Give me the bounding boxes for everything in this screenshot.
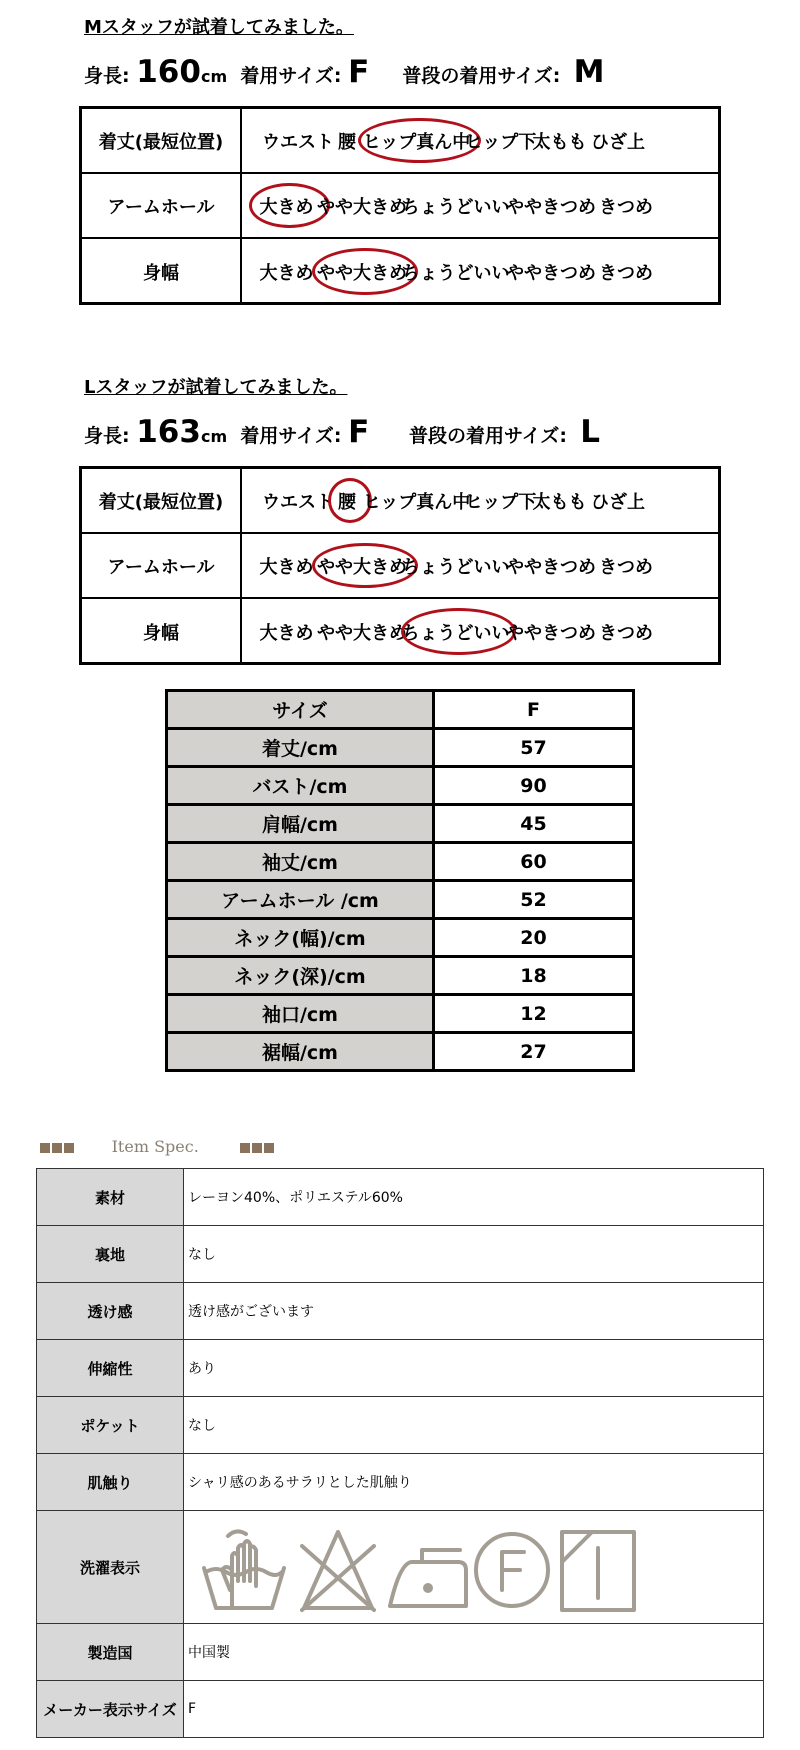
fit-option: ややきつめ bbox=[506, 622, 596, 644]
height-label: 身長: bbox=[84, 425, 130, 447]
fit-row-label: 着丈(最短位置) bbox=[82, 109, 242, 172]
fit-options bbox=[242, 469, 718, 532]
fit-options bbox=[242, 109, 718, 172]
size-table-row bbox=[167, 843, 634, 881]
fit-option: ひざ上 bbox=[591, 491, 645, 513]
no-bleach-icon bbox=[302, 1532, 374, 1610]
size-label: 裾幅/cm bbox=[167, 1033, 434, 1071]
size-label: 着用サイズ: bbox=[240, 65, 342, 87]
size-value: 90 bbox=[434, 767, 634, 805]
spec-row bbox=[37, 1511, 764, 1624]
spec-label: 素材 bbox=[37, 1169, 184, 1226]
height-unit: cm bbox=[200, 67, 228, 86]
size-value: 27 bbox=[434, 1033, 634, 1071]
usual-size-label: 普段の着用サイズ: bbox=[402, 65, 561, 87]
fit-option: ややきつめ bbox=[506, 262, 596, 284]
height-value: 160 bbox=[136, 54, 201, 90]
spec-label: 透け感 bbox=[37, 1283, 184, 1340]
fit-row-label: アームホール bbox=[82, 174, 242, 237]
square-icon bbox=[252, 1143, 262, 1153]
fit-option: きつめ bbox=[599, 196, 653, 218]
spec-label: 製造国 bbox=[37, 1624, 184, 1681]
spec-row bbox=[37, 1681, 764, 1738]
usual-size-value: M bbox=[573, 54, 605, 90]
fit-option: ちょうどいい bbox=[401, 622, 510, 644]
spec-value: 透け感がございます bbox=[184, 1283, 764, 1340]
spec-value: なし bbox=[184, 1397, 764, 1454]
fit-option: ウエスト bbox=[262, 491, 334, 513]
staff-m-title: Mスタッフが試着してみました。 bbox=[84, 17, 354, 38]
spec-value: レーヨン40%、ポリエステル60% bbox=[184, 1169, 764, 1226]
size-label: 着丈/cm bbox=[167, 729, 434, 767]
square-icon bbox=[240, 1143, 250, 1153]
fit-option: 腰 bbox=[338, 131, 356, 153]
fit-row-label: 着丈(最短位置) bbox=[82, 469, 242, 532]
fit-row-label: 身幅 bbox=[82, 599, 242, 664]
usual-size-label: 普段の着用サイズ: bbox=[408, 425, 568, 447]
staff-m-fit-table bbox=[79, 106, 721, 305]
fit-row-label: 身幅 bbox=[82, 239, 242, 304]
size-label: 肩幅/cm bbox=[167, 805, 434, 843]
fit-option: きつめ bbox=[599, 622, 653, 644]
size-label: 袖丈/cm bbox=[167, 843, 434, 881]
usual-size-value: L bbox=[580, 414, 601, 450]
square-icon bbox=[40, 1143, 50, 1153]
spec-label: メーカー表示サイズ bbox=[37, 1681, 184, 1738]
fit-option: 大きめ bbox=[259, 196, 314, 218]
spec-label: 洗濯表示 bbox=[37, 1511, 184, 1624]
fit-option: ヒップ真ん中 bbox=[362, 491, 471, 513]
low-iron-icon bbox=[390, 1550, 466, 1606]
fit-row bbox=[82, 599, 718, 664]
fit-row bbox=[82, 174, 718, 239]
square-icon bbox=[64, 1143, 74, 1153]
size-label: アームホール /cm bbox=[167, 881, 434, 919]
size-value: 45 bbox=[434, 805, 634, 843]
fit-option: ヒップ真ん中 bbox=[362, 131, 471, 153]
staff-l-title: Lスタッフが試着してみました。 bbox=[84, 377, 348, 398]
fit-option: ちょうどいい bbox=[401, 196, 510, 218]
staff-m-measurements bbox=[84, 54, 605, 90]
fit-option: 大きめ bbox=[259, 622, 314, 644]
fit-option: やや大きめ bbox=[317, 622, 407, 644]
spec-value: あり bbox=[184, 1340, 764, 1397]
size-header-value: F bbox=[434, 691, 634, 729]
item-spec-table bbox=[36, 1168, 764, 1738]
fit-option: きつめ bbox=[599, 262, 653, 284]
fit-option: ちょうどいい bbox=[401, 262, 510, 284]
fit-option: きつめ bbox=[599, 556, 653, 578]
size-value: 20 bbox=[434, 919, 634, 957]
square-icon bbox=[264, 1143, 274, 1153]
hand-wash-icon bbox=[204, 1531, 284, 1608]
fit-option: ややきつめ bbox=[506, 196, 596, 218]
size-table-row bbox=[167, 957, 634, 995]
fit-option: 太もも bbox=[532, 491, 587, 513]
size-value: 12 bbox=[434, 995, 634, 1033]
size-value: 18 bbox=[434, 957, 634, 995]
fit-option: ヒップ下 bbox=[464, 131, 537, 153]
size-table-header bbox=[167, 691, 634, 729]
fit-option: ウエスト bbox=[262, 131, 334, 153]
item-spec-title: Item Spec. bbox=[111, 1137, 199, 1156]
fit-options bbox=[242, 599, 718, 664]
spec-label: 裏地 bbox=[37, 1226, 184, 1283]
height-unit: cm bbox=[200, 427, 228, 446]
line-dry-icon bbox=[562, 1532, 634, 1610]
size-value: 60 bbox=[434, 843, 634, 881]
size-value: 52 bbox=[434, 881, 634, 919]
size-header-label: サイズ bbox=[167, 691, 434, 729]
spec-value: シャリ感のあるサラリとした肌触り bbox=[184, 1454, 764, 1511]
fit-row bbox=[82, 239, 718, 304]
size-value: F bbox=[348, 54, 370, 90]
size-label: 袖口/cm bbox=[167, 995, 434, 1033]
height-label: 身長: bbox=[84, 65, 130, 87]
size-label: ネック(深)/cm bbox=[167, 957, 434, 995]
size-table-row bbox=[167, 729, 634, 767]
size-value: F bbox=[348, 414, 370, 450]
spec-value: 中国製 bbox=[184, 1624, 764, 1681]
fit-option: やや大きめ bbox=[317, 262, 407, 284]
spec-row bbox=[37, 1624, 764, 1681]
fit-option: ひざ上 bbox=[591, 131, 645, 153]
item-spec-heading bbox=[40, 1137, 276, 1156]
size-table bbox=[165, 689, 635, 1072]
fit-option: ちょうどいい bbox=[401, 556, 510, 578]
fit-option: 腰 bbox=[338, 491, 356, 513]
fit-options bbox=[242, 239, 718, 304]
fit-option: 太もも bbox=[532, 131, 587, 153]
spec-row bbox=[37, 1283, 764, 1340]
fit-option: やや大きめ bbox=[317, 556, 407, 578]
height-value: 163 bbox=[136, 414, 201, 450]
size-table-row bbox=[167, 919, 634, 957]
fit-row bbox=[82, 109, 718, 174]
size-table-row bbox=[167, 767, 634, 805]
fit-row bbox=[82, 534, 718, 599]
fit-option: やや大きめ bbox=[317, 196, 407, 218]
spec-row bbox=[37, 1169, 764, 1226]
square-icon bbox=[52, 1143, 62, 1153]
spec-row bbox=[37, 1226, 764, 1283]
fit-row-label: アームホール bbox=[82, 534, 242, 597]
spec-row bbox=[37, 1397, 764, 1454]
care-icons bbox=[184, 1511, 764, 1624]
spec-label: 伸縮性 bbox=[37, 1340, 184, 1397]
spec-row bbox=[37, 1340, 764, 1397]
dry-clean-f-icon bbox=[476, 1534, 548, 1606]
spec-label: ポケット bbox=[37, 1397, 184, 1454]
size-table-row bbox=[167, 881, 634, 919]
size-table-row bbox=[167, 805, 634, 843]
size-value: 57 bbox=[434, 729, 634, 767]
size-table-row bbox=[167, 995, 634, 1033]
fit-options bbox=[242, 174, 718, 237]
size-label: バスト/cm bbox=[167, 767, 434, 805]
fit-row bbox=[82, 469, 718, 534]
spec-row bbox=[37, 1454, 764, 1511]
spec-label: 肌触り bbox=[37, 1454, 184, 1511]
staff-l-measurements bbox=[84, 414, 600, 450]
fit-option: 大きめ bbox=[259, 556, 314, 578]
spec-value: F bbox=[184, 1681, 764, 1738]
fit-option: 大きめ bbox=[259, 262, 314, 284]
staff-l-fit-table bbox=[79, 466, 721, 665]
fit-option: ヒップ下 bbox=[464, 491, 537, 513]
fit-options bbox=[242, 534, 718, 597]
size-label: ネック(幅)/cm bbox=[167, 919, 434, 957]
fit-option: ややきつめ bbox=[506, 556, 596, 578]
size-table-row bbox=[167, 1033, 634, 1071]
spec-value: なし bbox=[184, 1226, 764, 1283]
size-label: 着用サイズ: bbox=[240, 425, 342, 447]
